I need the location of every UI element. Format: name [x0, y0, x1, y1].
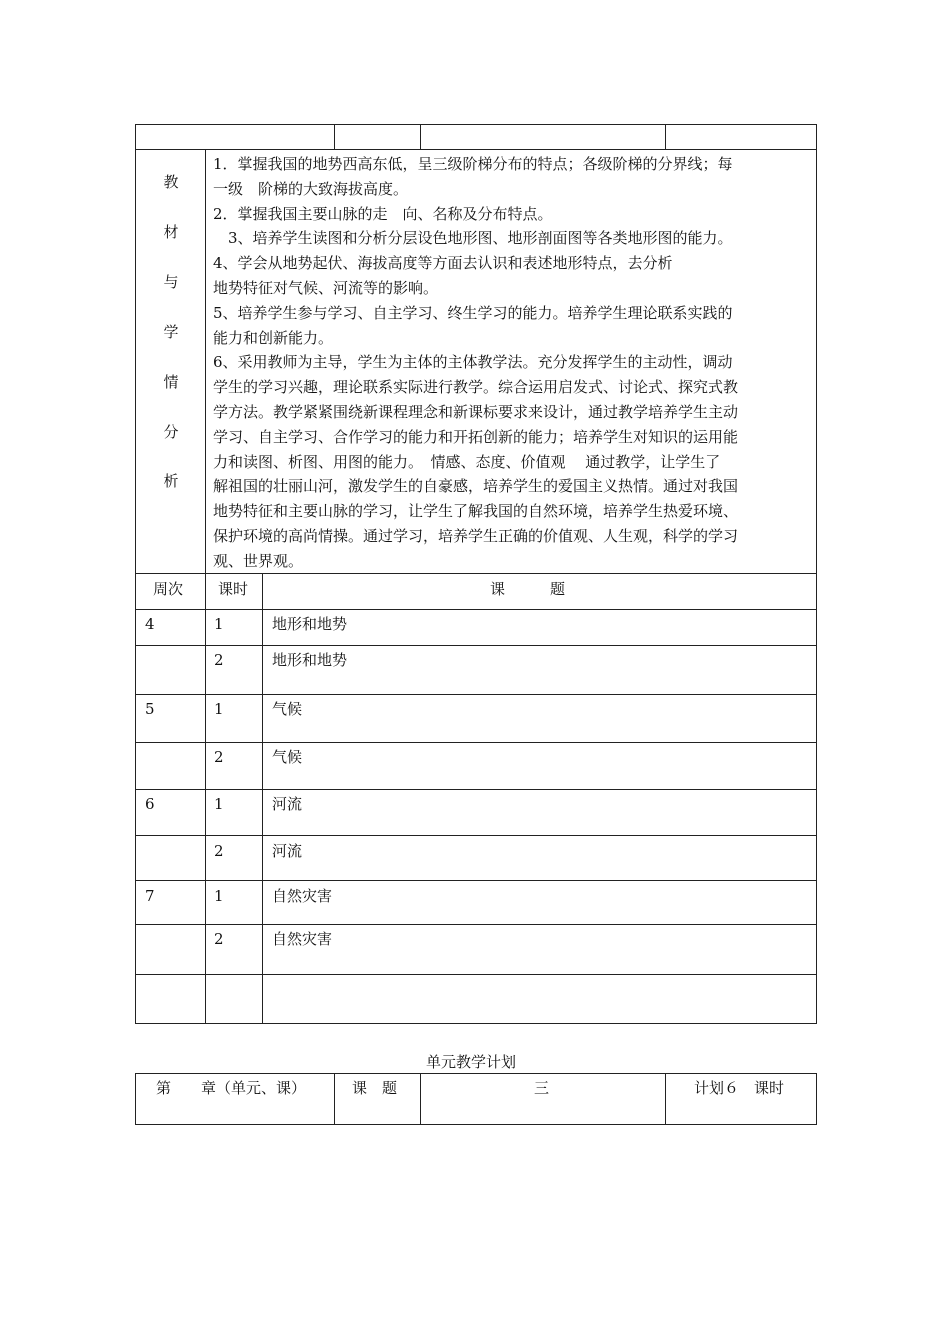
side-label-char: 教: [163, 173, 179, 191]
plan-hours: 计划６ 课时: [694, 1079, 785, 1097]
row-topic: 自然灾害: [272, 930, 333, 948]
analysis-line: 地势特征对气候、河流等的影响。: [213, 278, 439, 297]
row-period: 1: [214, 615, 224, 633]
row-period: 2: [214, 930, 224, 948]
row-period: 1: [214, 795, 224, 813]
row-period: 2: [214, 748, 224, 766]
analysis-line: 6、采用教师为主导，学生为主体的主体教学法。充分发挥学生的主动性，调动: [213, 353, 733, 372]
analysis-line: 学生的学习兴趣，理论联系实际进行教学。综合运用启发式、讨论式、探究式教: [213, 378, 739, 397]
side-label-char: 材: [163, 223, 179, 241]
topic-value: 三: [534, 1079, 550, 1097]
side-label-char: 与: [163, 273, 179, 291]
analysis-line: 一级 阶梯的大致海拔高度。: [213, 179, 409, 198]
header-week: 周次: [153, 580, 184, 598]
row-topic: 气候: [272, 700, 303, 718]
side-label-char: 分: [163, 423, 179, 441]
analysis-line: 3、培养学生读图和分析分层设色地形图、地形剖面图等各类地形图的能力。: [213, 229, 733, 248]
row-period: 1: [214, 887, 224, 905]
analysis-line: 观、世界观。: [213, 551, 304, 570]
row-topic: 河流: [272, 842, 303, 860]
row-week: 5: [145, 700, 155, 718]
analysis-line: 力和读图、析图、用图的能力。 情感、态度、价值观 通过教学，让学生了: [213, 452, 721, 471]
analysis-line: 2．掌握我国主要山脉的走 向、名称及分布特点。: [213, 204, 553, 223]
row-period: 2: [214, 842, 224, 860]
row-topic: 自然灾害: [272, 887, 333, 905]
row-week: 6: [145, 795, 155, 813]
analysis-line: 1．掌握我国的地势西高东低，呈三级阶梯分布的特点；各级阶梯的分界线；每: [213, 155, 733, 173]
row-period: 1: [214, 700, 224, 718]
analysis-line: 保护环境的高尚情操。通过学习，培养学生正确的价值观、人生观，科学的学习: [213, 526, 739, 545]
side-label-char: 学: [163, 323, 179, 341]
analysis-line: 解祖国的壮丽山河，激发学生的自豪感，培养学生的爱国主义热情。通过对我国: [213, 477, 739, 496]
row-period: 2: [214, 651, 224, 669]
row-topic: 气候: [272, 748, 303, 766]
analysis-line: 4、学会从地势起伏、海拔高度等方面去认识和表述地形特点，去分析: [213, 254, 673, 273]
row-topic: 河流: [272, 795, 303, 813]
analysis-line: 学习、自主学习、合作学习的能力和开拓创新的能力；培养学生对知识的运用能: [213, 427, 739, 446]
chapter-label: 第 章（单元、课）: [156, 1079, 307, 1097]
analysis-line: 能力和创新能力。: [213, 328, 334, 347]
header-period: 课时: [218, 580, 249, 598]
side-label-char: 情: [163, 373, 179, 391]
unit-plan-title: 单元教学计划: [426, 1053, 517, 1071]
header-topic: 课 题: [490, 580, 566, 598]
analysis-line: 地势特征和主要山脉的学习，让学生了解我国的自然环境，培养学生热爱环境、: [213, 502, 739, 521]
topic-label: 课 题: [352, 1079, 398, 1097]
analysis-line: 5、培养学生参与学习、自主学习、终生学习的能力。培养学生理论联系实践的: [213, 303, 733, 322]
analysis-text: [213, 152, 811, 574]
row-week: 4: [145, 615, 155, 633]
row-topic: 地形和地势: [272, 651, 348, 669]
side-label-char: 析: [163, 472, 179, 490]
analysis-line: 学方法。教学紧紧围绕新课程理念和新课标要求来设计，通过教学培养学生主动: [213, 402, 739, 421]
row-week: 7: [145, 887, 155, 905]
row-topic: 地形和地势: [272, 615, 348, 633]
